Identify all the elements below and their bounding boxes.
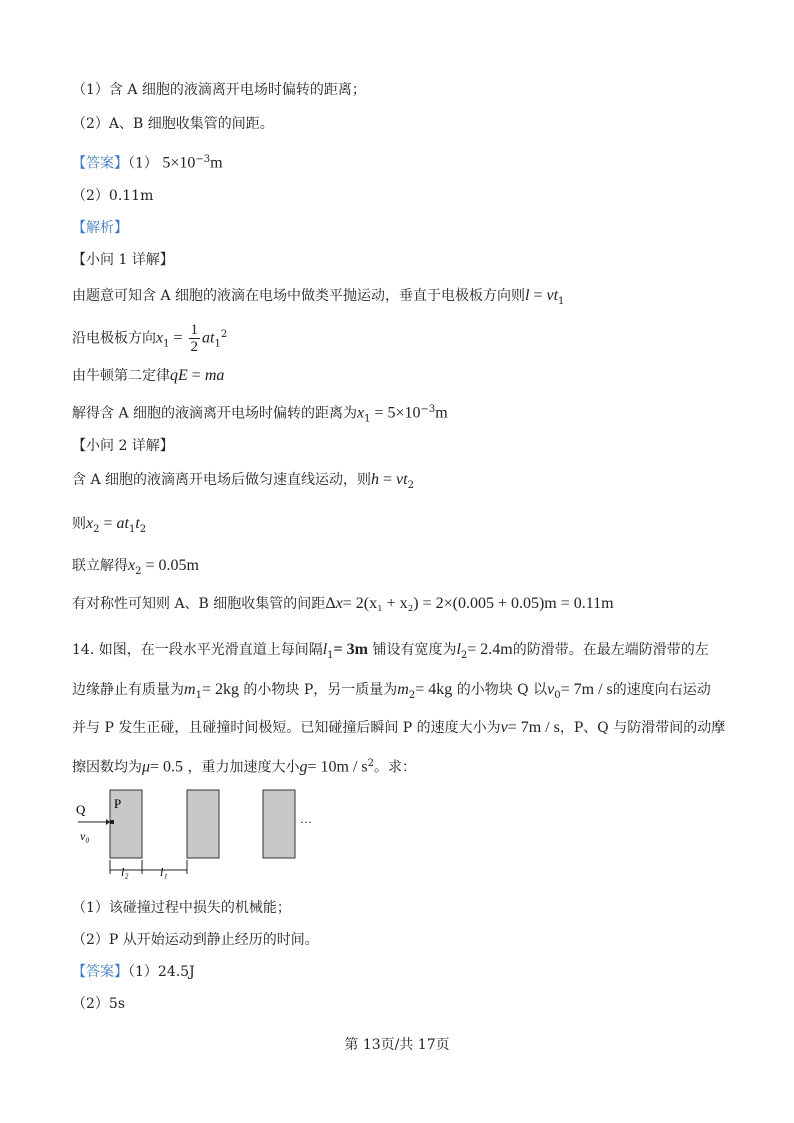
question-1: （1）含 A 细胞的液滴离开电场时偏转的距离； [72,82,366,98]
solution-line-6: 则$x_2 = at_1t_2$ [72,515,147,535]
problem-14-line-4: 擦因数均为μ= 0.5 ，重力加速度大小$g= 10m / s^2$。求： [72,758,417,776]
solution-line-1: 由题意可知含 A 细胞的液滴在电场中做类平抛运动，垂直于电极板方向则$l = vt_1$ [72,287,565,307]
question-2: （2）A、B 细胞收集管的间距。 [72,116,274,132]
anti-slip-strip-diagram [72,786,332,882]
problem-14-question-2: （2）P 从开始运动到静止经历的时间。 [72,932,319,948]
problem-14-line-2: 边缘静止有质量为$m_1= 2kg$ 的小物块 P，另一质量为$m_2= 4kg$ 的小物块 Q 以$v_0= 7m / s$的速度向右运动 [72,681,711,701]
solution-line-5: 含 A 细胞的液滴离开电场后做匀速直线运动，则$h = vt_2$ [72,471,414,491]
sub-heading-1: 【小问 1 详解】 [72,252,174,268]
problem-14-answer-1: 【答案】（1）24.5J [72,964,195,980]
solution-line-8: 有对称性可知则 A、B 细胞收集管的间距Δx= 2(x₁ + x₂) = 2×(0.005 + 0.05)m = 0.11m [72,595,614,612]
label-l1: l₁ [160,865,168,879]
solution-line-2: 沿电极板方向$x_1$ = $\frac{1}{2}$ $at_1^2$ [72,322,228,355]
problem-14-line-3: 并与 P 发生正碰，且碰撞时间极短。已知碰撞后瞬间 P 的速度大小为v= 7m / s，P、Q 与防滑带间的动摩 [72,719,726,736]
strip-2 [187,790,219,858]
problem-14-answer-2: （2）5s [72,996,125,1012]
problem-14-line-1: 14. 如图，在一段水平光滑直道上每间隔$l_1= 3m$ 铺设有宽度为$l_2= 2.4m$的防滑带。在最左端防滑带的左 [72,641,709,661]
answer-1: 【答案】（1） $5\times 10^{-3}m$ [72,154,223,172]
solution-line-4: 解得含 A 细胞的液滴离开电场时偏转的距离为$x_1 = 5\times 10^{-3}m$ [72,404,448,425]
solution-line-3: 由牛顿第二定律qE = ma [72,367,225,384]
block-p [110,820,114,824]
strip-3 [263,790,295,858]
label-v0: v₀ [80,829,90,843]
answer-label: 【答案】 [72,155,128,172]
analysis-label: 【解析】 [72,220,128,236]
sub-heading-2: 【小问 2 详解】 [72,438,174,454]
solution-line-7: 联立解得$x_2 = 0.05m$ [72,557,199,577]
answer-2: （2）0.11m [72,188,154,204]
label-l2: l₂ [121,865,129,879]
arrow-head-icon [106,819,110,825]
label-q: Q [76,802,86,817]
label-p: P [114,796,122,811]
page-footer: 第 13页/共 17页 [344,1037,450,1053]
problem-14-question-1: （1）该碰撞过程中损失的机械能； [72,900,291,916]
ellipsis-label: ··· [300,815,312,829]
